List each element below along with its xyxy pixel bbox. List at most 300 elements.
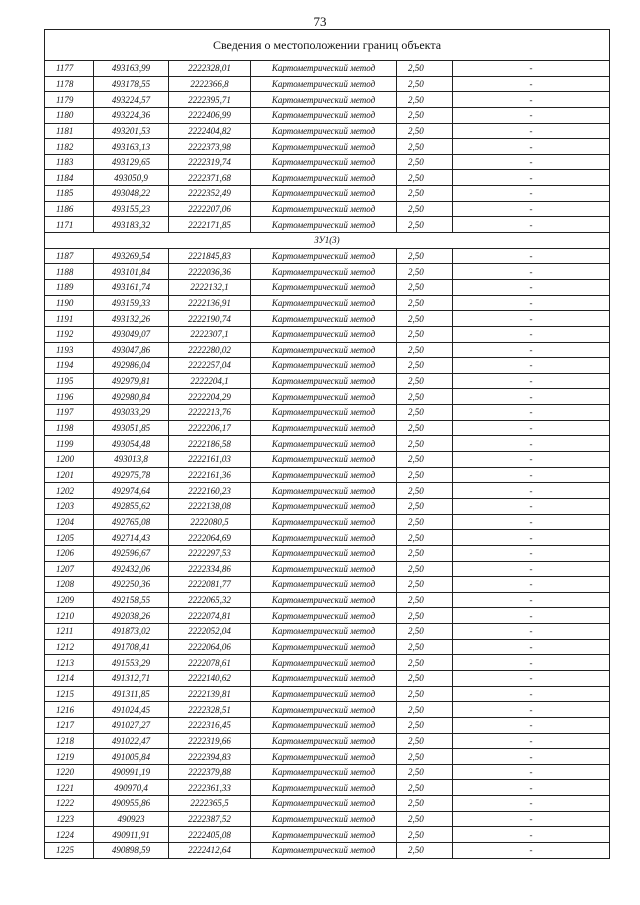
accuracy-value: 2,50 (397, 452, 453, 468)
note-cell: - (453, 452, 610, 468)
boundary-coordinates-table (44, 29, 610, 859)
x-coordinate: 492855,62 (94, 498, 169, 514)
table-row (45, 780, 610, 796)
accuracy-value: 2,50 (397, 326, 453, 342)
note-cell: - (453, 749, 610, 765)
x-coordinate: 493155,23 (94, 201, 169, 217)
table-row (45, 702, 610, 718)
determination-method: Картометрический метод (251, 530, 397, 546)
accuracy-value: 2,50 (397, 123, 453, 139)
x-coordinate: 491024,45 (94, 702, 169, 718)
determination-method: Картометрический метод (251, 639, 397, 655)
note-cell: - (453, 498, 610, 514)
point-number: 1188 (45, 264, 94, 280)
determination-method: Картометрический метод (251, 170, 397, 186)
note-cell: - (453, 639, 610, 655)
note-cell: - (453, 389, 610, 405)
point-number: 1205 (45, 530, 94, 546)
table-row (45, 749, 610, 765)
table-row (45, 843, 610, 859)
note-cell: - (453, 624, 610, 640)
accuracy-value: 2,50 (397, 154, 453, 170)
y-coordinate: 2222139,81 (169, 686, 251, 702)
accuracy-value: 2,50 (397, 170, 453, 186)
point-number: 1225 (45, 843, 94, 859)
y-coordinate: 2222138,08 (169, 498, 251, 514)
note-cell: - (453, 733, 610, 749)
y-coordinate: 2222395,71 (169, 92, 251, 108)
note-cell: - (453, 420, 610, 436)
determination-method: Картометрический метод (251, 733, 397, 749)
note-cell: - (453, 201, 610, 217)
note-cell: - (453, 264, 610, 280)
note-cell: - (453, 655, 610, 671)
point-number: 1179 (45, 92, 94, 108)
accuracy-value: 2,50 (397, 467, 453, 483)
x-coordinate: 492979,81 (94, 373, 169, 389)
x-coordinate: 490911,91 (94, 827, 169, 843)
table-row (45, 639, 610, 655)
accuracy-value: 2,50 (397, 717, 453, 733)
determination-method: Картометрический метод (251, 561, 397, 577)
x-coordinate: 493054,48 (94, 436, 169, 452)
determination-method: Картометрический метод (251, 279, 397, 295)
page-number: 73 (313, 14, 327, 29)
point-number: 1216 (45, 702, 94, 718)
determination-method: Картометрический метод (251, 749, 397, 765)
table-row (45, 61, 610, 77)
y-coordinate: 2222204,1 (169, 373, 251, 389)
note-cell: - (453, 61, 610, 77)
point-number: 1219 (45, 749, 94, 765)
table-row (45, 592, 610, 608)
x-coordinate: 490955,86 (94, 796, 169, 812)
determination-method: Картометрический метод (251, 483, 397, 499)
y-coordinate: 2222171,85 (169, 217, 251, 233)
accuracy-value: 2,50 (397, 498, 453, 514)
accuracy-value: 2,50 (397, 76, 453, 92)
accuracy-value: 2,50 (397, 358, 453, 374)
x-coordinate: 493101,84 (94, 264, 169, 280)
note-cell: - (453, 326, 610, 342)
table-row (45, 170, 610, 186)
x-coordinate: 493201,53 (94, 123, 169, 139)
note-cell: - (453, 373, 610, 389)
determination-method: Картометрический метод (251, 608, 397, 624)
table-title-row (45, 30, 610, 61)
y-coordinate: 2222161,36 (169, 467, 251, 483)
table-row (45, 686, 610, 702)
table-row (45, 420, 610, 436)
note-cell: - (453, 530, 610, 546)
y-coordinate: 2222132,1 (169, 279, 251, 295)
point-number: 1171 (45, 217, 94, 233)
point-number: 1192 (45, 326, 94, 342)
y-coordinate: 2222297,53 (169, 545, 251, 561)
table-row (45, 436, 610, 452)
determination-method: Картометрический метод (251, 405, 397, 421)
table-row (45, 514, 610, 530)
point-number: 1191 (45, 311, 94, 327)
point-number: 1178 (45, 76, 94, 92)
table-row (45, 123, 610, 139)
y-coordinate: 2222307,1 (169, 326, 251, 342)
determination-method: Картометрический метод (251, 61, 397, 77)
y-coordinate: 2222379,88 (169, 764, 251, 780)
accuracy-value: 2,50 (397, 749, 453, 765)
note-cell: - (453, 248, 610, 264)
y-coordinate: 2222405,08 (169, 827, 251, 843)
y-coordinate: 2222371,68 (169, 170, 251, 186)
note-cell: - (453, 279, 610, 295)
y-coordinate: 2222366,8 (169, 76, 251, 92)
x-coordinate: 491312,71 (94, 670, 169, 686)
table-row (45, 483, 610, 499)
accuracy-value: 2,50 (397, 764, 453, 780)
note-cell: - (453, 608, 610, 624)
point-number: 1223 (45, 811, 94, 827)
accuracy-value: 2,50 (397, 843, 453, 859)
determination-method: Картометрический метод (251, 796, 397, 812)
table-row (45, 107, 610, 123)
x-coordinate: 493049,07 (94, 326, 169, 342)
note-cell: - (453, 483, 610, 499)
x-coordinate: 493224,57 (94, 92, 169, 108)
determination-method: Картометрический метод (251, 827, 397, 843)
determination-method: Картометрический метод (251, 311, 397, 327)
x-coordinate: 493051,85 (94, 420, 169, 436)
table-row (45, 530, 610, 546)
point-number: 1182 (45, 139, 94, 155)
note-cell: - (453, 561, 610, 577)
y-coordinate: 2222280,02 (169, 342, 251, 358)
point-number: 1222 (45, 796, 94, 812)
note-cell: - (453, 358, 610, 374)
point-number: 1211 (45, 624, 94, 640)
table-row (45, 577, 610, 593)
note-cell: - (453, 545, 610, 561)
table-row (45, 295, 610, 311)
x-coordinate: 492038,26 (94, 608, 169, 624)
accuracy-value: 2,50 (397, 186, 453, 202)
accuracy-value: 2,50 (397, 702, 453, 718)
table-row (45, 764, 610, 780)
x-coordinate: 493163,13 (94, 139, 169, 155)
determination-method: Картометрический метод (251, 139, 397, 155)
table-row (45, 796, 610, 812)
y-coordinate: 2222078,61 (169, 655, 251, 671)
x-coordinate: 490970,4 (94, 780, 169, 796)
y-coordinate: 2222334,86 (169, 561, 251, 577)
note-cell: - (453, 577, 610, 593)
note-cell: - (453, 764, 610, 780)
x-coordinate: 493224,36 (94, 107, 169, 123)
accuracy-value: 2,50 (397, 248, 453, 264)
y-coordinate: 2222206,17 (169, 420, 251, 436)
y-coordinate: 2222036,36 (169, 264, 251, 280)
y-coordinate: 2222406,99 (169, 107, 251, 123)
x-coordinate: 493047,86 (94, 342, 169, 358)
accuracy-value: 2,50 (397, 608, 453, 624)
note-cell: - (453, 796, 610, 812)
determination-method: Картометрический метод (251, 545, 397, 561)
x-coordinate: 492974,64 (94, 483, 169, 499)
y-coordinate: 2222207,06 (169, 201, 251, 217)
note-cell: - (453, 76, 610, 92)
point-number: 1201 (45, 467, 94, 483)
note-cell: - (453, 107, 610, 123)
note-cell: - (453, 811, 610, 827)
x-coordinate: 493163,99 (94, 61, 169, 77)
y-coordinate: 2222328,01 (169, 61, 251, 77)
note-cell: - (453, 702, 610, 718)
note-cell: - (453, 514, 610, 530)
note-cell: - (453, 405, 610, 421)
accuracy-value: 2,50 (397, 827, 453, 843)
x-coordinate: 493132,26 (94, 311, 169, 327)
point-number: 1217 (45, 717, 94, 733)
table-row (45, 545, 610, 561)
point-number: 1206 (45, 545, 94, 561)
accuracy-value: 2,50 (397, 61, 453, 77)
y-coordinate: 2222160,23 (169, 483, 251, 499)
point-number: 1187 (45, 248, 94, 264)
y-coordinate: 2222065,32 (169, 592, 251, 608)
note-cell: - (453, 592, 610, 608)
y-coordinate: 2221845,83 (169, 248, 251, 264)
table-row (45, 467, 610, 483)
x-coordinate: 490991,19 (94, 764, 169, 780)
table-row (45, 717, 610, 733)
point-number: 1184 (45, 170, 94, 186)
accuracy-value: 2,50 (397, 514, 453, 530)
point-number: 1180 (45, 107, 94, 123)
determination-method: Картометрический метод (251, 624, 397, 640)
x-coordinate: 492432,06 (94, 561, 169, 577)
table-row (45, 608, 610, 624)
y-coordinate: 2222316,45 (169, 717, 251, 733)
x-coordinate: 493050,9 (94, 170, 169, 186)
x-coordinate: 493183,32 (94, 217, 169, 233)
y-coordinate: 2222319,74 (169, 154, 251, 170)
determination-method: Картометрический метод (251, 326, 397, 342)
point-number: 1190 (45, 295, 94, 311)
note-cell: - (453, 686, 610, 702)
accuracy-value: 2,50 (397, 264, 453, 280)
table-row (45, 139, 610, 155)
determination-method: Картометрический метод (251, 592, 397, 608)
point-number: 1196 (45, 389, 94, 405)
accuracy-value: 2,50 (397, 311, 453, 327)
point-number: 1224 (45, 827, 94, 843)
y-coordinate: 2222064,06 (169, 639, 251, 655)
note-cell: - (453, 843, 610, 859)
x-coordinate: 491005,84 (94, 749, 169, 765)
accuracy-value: 2,50 (397, 545, 453, 561)
x-coordinate: 493269,54 (94, 248, 169, 264)
x-coordinate: 492158,55 (94, 592, 169, 608)
note-cell: - (453, 170, 610, 186)
accuracy-value: 2,50 (397, 92, 453, 108)
determination-method: Картометрический метод (251, 76, 397, 92)
determination-method: Картометрический метод (251, 764, 397, 780)
note-cell: - (453, 670, 610, 686)
determination-method: Картометрический метод (251, 154, 397, 170)
accuracy-value: 2,50 (397, 279, 453, 295)
note-cell: - (453, 780, 610, 796)
determination-method: Картометрический метод (251, 452, 397, 468)
determination-method: Картометрический метод (251, 217, 397, 233)
note-cell: - (453, 436, 610, 452)
x-coordinate: 493013,8 (94, 452, 169, 468)
table-row (45, 358, 610, 374)
determination-method: Картометрический метод (251, 389, 397, 405)
accuracy-value: 2,50 (397, 811, 453, 827)
y-coordinate: 2222257,04 (169, 358, 251, 374)
accuracy-value: 2,50 (397, 655, 453, 671)
x-coordinate: 490923 (94, 811, 169, 827)
table-row (45, 655, 610, 671)
note-cell: - (453, 311, 610, 327)
table-row (45, 624, 610, 640)
determination-method: Картометрический метод (251, 92, 397, 108)
accuracy-value: 2,50 (397, 201, 453, 217)
x-coordinate: 492714,43 (94, 530, 169, 546)
table-row (45, 498, 610, 514)
note-cell: - (453, 186, 610, 202)
accuracy-value: 2,50 (397, 577, 453, 593)
accuracy-value: 2,50 (397, 483, 453, 499)
x-coordinate: 491311,85 (94, 686, 169, 702)
accuracy-value: 2,50 (397, 624, 453, 640)
accuracy-value: 2,50 (397, 592, 453, 608)
point-number: 1198 (45, 420, 94, 436)
point-number: 1193 (45, 342, 94, 358)
y-coordinate: 2222387,52 (169, 811, 251, 827)
note-cell: - (453, 467, 610, 483)
determination-method: Картометрический метод (251, 780, 397, 796)
x-coordinate: 493159,33 (94, 295, 169, 311)
determination-method: Картометрический метод (251, 123, 397, 139)
table-row (45, 201, 610, 217)
determination-method: Картометрический метод (251, 702, 397, 718)
y-coordinate: 2222052,04 (169, 624, 251, 640)
point-number: 1221 (45, 780, 94, 796)
x-coordinate: 492765,08 (94, 514, 169, 530)
accuracy-value: 2,50 (397, 561, 453, 577)
y-coordinate: 2222081,77 (169, 577, 251, 593)
determination-method: Картометрический метод (251, 811, 397, 827)
table-row (45, 248, 610, 264)
note-cell: - (453, 342, 610, 358)
table-row (45, 264, 610, 280)
determination-method: Картометрический метод (251, 670, 397, 686)
point-number: 1220 (45, 764, 94, 780)
table-row (45, 154, 610, 170)
accuracy-value: 2,50 (397, 139, 453, 155)
note-cell: - (453, 92, 610, 108)
x-coordinate: 491027,27 (94, 717, 169, 733)
accuracy-value: 2,50 (397, 107, 453, 123)
point-number: 1183 (45, 154, 94, 170)
y-coordinate: 2222186,58 (169, 436, 251, 452)
point-number: 1213 (45, 655, 94, 671)
determination-method: Картометрический метод (251, 186, 397, 202)
y-coordinate: 2222161,03 (169, 452, 251, 468)
determination-method: Картометрический метод (251, 342, 397, 358)
point-number: 1189 (45, 279, 94, 295)
y-coordinate: 2222365,5 (169, 796, 251, 812)
point-number: 1212 (45, 639, 94, 655)
note-cell: - (453, 139, 610, 155)
determination-method: Картометрический метод (251, 514, 397, 530)
y-coordinate: 2222064,69 (169, 530, 251, 546)
determination-method: Картометрический метод (251, 420, 397, 436)
point-number: 1177 (45, 61, 94, 77)
determination-method: Картометрический метод (251, 373, 397, 389)
y-coordinate: 2222328,51 (169, 702, 251, 718)
x-coordinate: 492980,84 (94, 389, 169, 405)
determination-method: Картометрический метод (251, 717, 397, 733)
x-coordinate: 493129,65 (94, 154, 169, 170)
x-coordinate: 493161,74 (94, 279, 169, 295)
point-number: 1209 (45, 592, 94, 608)
y-coordinate: 2222352,49 (169, 186, 251, 202)
determination-method: Картометрический метод (251, 498, 397, 514)
x-coordinate: 492596,67 (94, 545, 169, 561)
point-number: 1186 (45, 201, 94, 217)
y-coordinate: 2222361,33 (169, 780, 251, 796)
table-row (45, 827, 610, 843)
y-coordinate: 2222190,74 (169, 311, 251, 327)
accuracy-value: 2,50 (397, 405, 453, 421)
accuracy-value: 2,50 (397, 420, 453, 436)
y-coordinate: 2222080,5 (169, 514, 251, 530)
accuracy-value: 2,50 (397, 342, 453, 358)
determination-method: Картометрический метод (251, 436, 397, 452)
table-row (45, 405, 610, 421)
point-number: 1208 (45, 577, 94, 593)
note-cell: - (453, 154, 610, 170)
point-number: 1200 (45, 452, 94, 468)
x-coordinate: 493048,22 (94, 186, 169, 202)
table-row (45, 311, 610, 327)
y-coordinate: 2222213,76 (169, 405, 251, 421)
point-number: 1215 (45, 686, 94, 702)
x-coordinate: 492986,04 (94, 358, 169, 374)
accuracy-value: 2,50 (397, 686, 453, 702)
table-row (45, 92, 610, 108)
table-row (45, 811, 610, 827)
x-coordinate: 491022,47 (94, 733, 169, 749)
x-coordinate: 493033,29 (94, 405, 169, 421)
determination-method: Картометрический метод (251, 467, 397, 483)
x-coordinate: 493178,55 (94, 76, 169, 92)
x-coordinate: 490898,59 (94, 843, 169, 859)
section-label: ЗУ1(3) (45, 233, 610, 249)
point-number: 1207 (45, 561, 94, 577)
determination-method: Картометрический метод (251, 655, 397, 671)
point-number: 1195 (45, 373, 94, 389)
point-number: 1210 (45, 608, 94, 624)
y-coordinate: 2222404,82 (169, 123, 251, 139)
accuracy-value: 2,50 (397, 796, 453, 812)
table-row (45, 452, 610, 468)
determination-method: Картометрический метод (251, 264, 397, 280)
accuracy-value: 2,50 (397, 670, 453, 686)
note-cell: - (453, 123, 610, 139)
determination-method: Картометрический метод (251, 358, 397, 374)
